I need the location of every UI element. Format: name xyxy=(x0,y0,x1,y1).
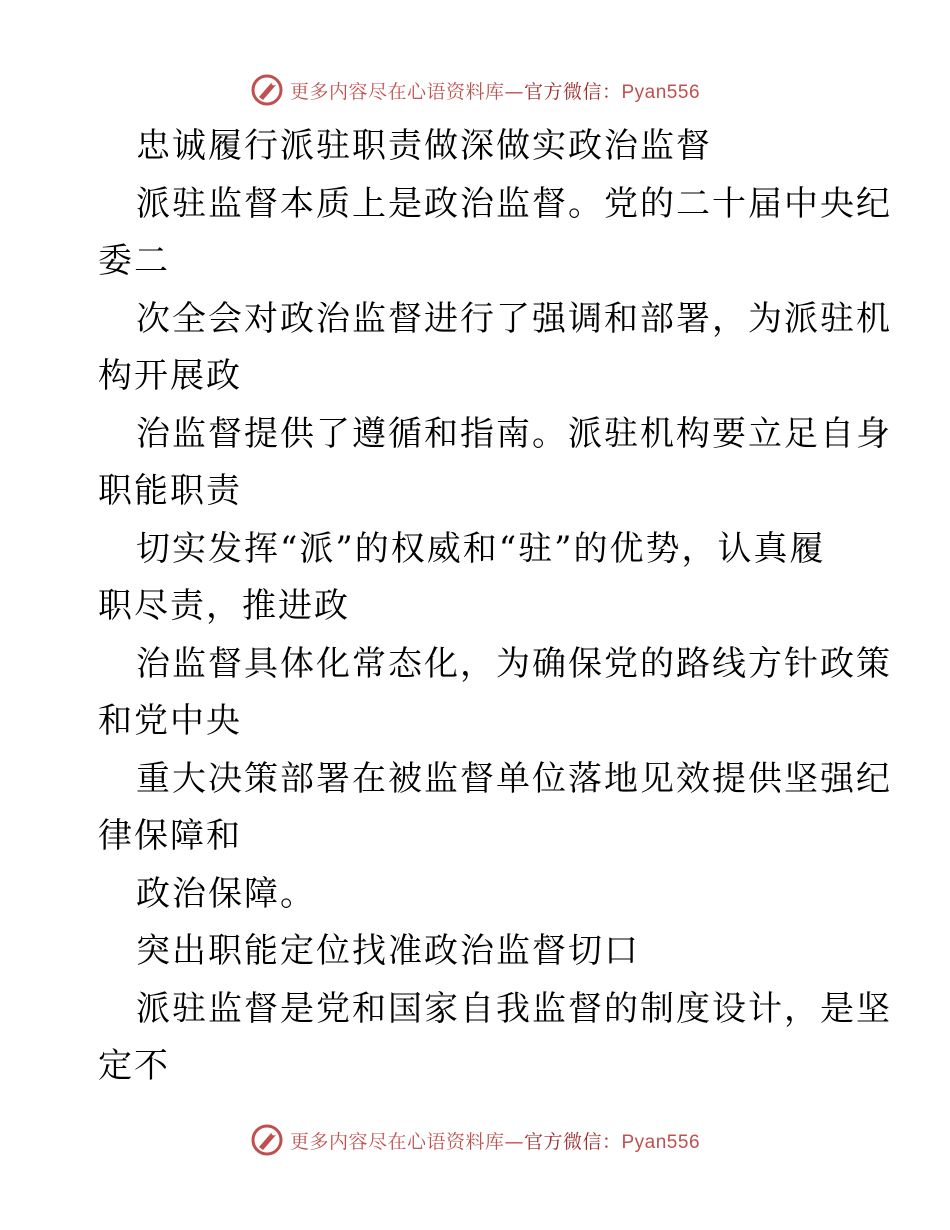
watermark-text: 更多内容尽在心语资料库—官方微信：Pyan556 xyxy=(289,80,701,103)
text-line: 定不 xyxy=(98,1046,170,1086)
text-line: 派驻监督是党和国家自我监督的制度设计，是坚 xyxy=(136,988,892,1029)
text-line: 治监督具体化常态化，为确保党的路线方针政策 xyxy=(136,643,892,684)
watermark-header xyxy=(0,70,950,110)
text-line: 派驻监督本质上是政治监督。党的二十届中央纪 xyxy=(136,183,892,224)
text-line: 律保障和 xyxy=(98,816,242,856)
text-line: 治监督提供了遵循和指南。派驻机构要立足自身 xyxy=(136,413,892,454)
logo-icon xyxy=(250,73,284,107)
logo-icon xyxy=(250,1123,284,1157)
text-line: 职尽责，推进政 xyxy=(98,586,350,626)
text-line: 突出职能定位找准政治监督切口 xyxy=(136,931,640,971)
text-line: 政治保障。 xyxy=(136,873,316,914)
text-line: 忠诚履行派驻职责做深做实政治监督 xyxy=(136,126,712,166)
text-line: 切实发挥“派”的权威和“驻”的优势，认真履 xyxy=(136,528,826,569)
text-line: 构开展政 xyxy=(98,356,242,396)
watermark-text: 更多内容尽在心语资料库—官方微信：Pyan556 xyxy=(289,1130,701,1153)
text-line: 和党中央 xyxy=(98,701,242,741)
text-line: 重大决策部署在被监督单位落地见效提供坚强纪 xyxy=(136,758,892,799)
text-line: 次全会对政治监督进行了强调和部署，为派驻机 xyxy=(136,298,892,339)
document-body xyxy=(98,118,892,1096)
text-line: 委二 xyxy=(98,241,170,281)
text-line: 职能职责 xyxy=(98,471,242,511)
watermark-footer xyxy=(0,1120,950,1160)
